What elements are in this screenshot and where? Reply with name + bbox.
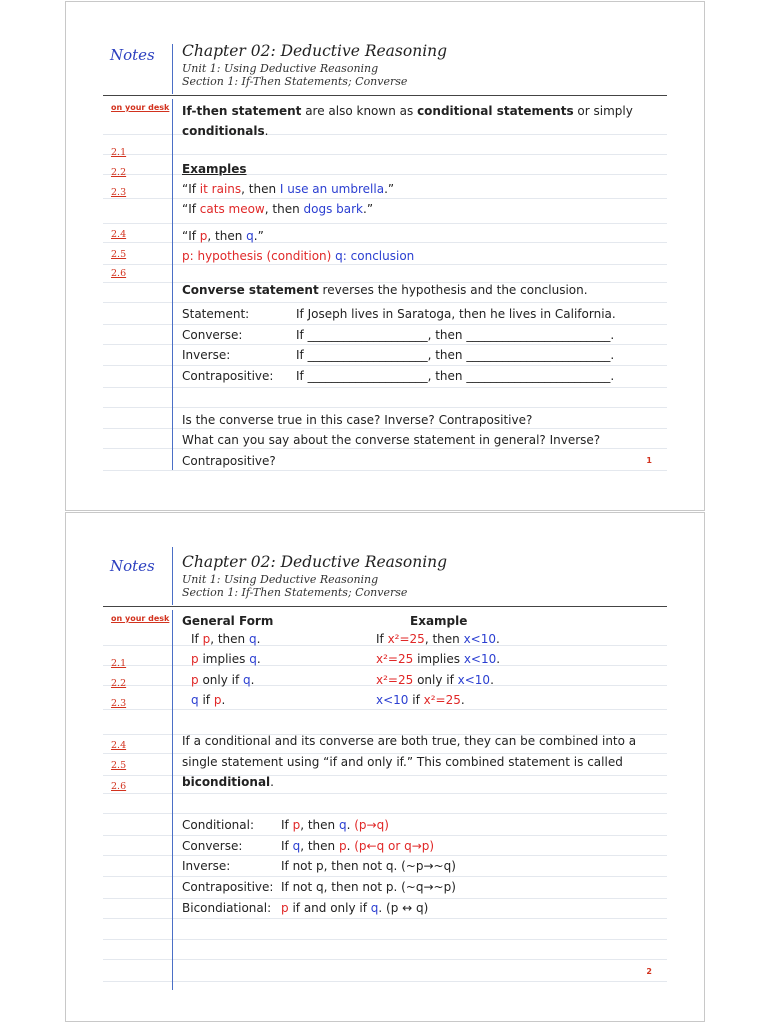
margin-section-2-5: 2.5 <box>111 249 127 260</box>
biconditional-line-1: If a conditional and its converse are both true, they can be combined into a <box>182 734 637 748</box>
notes-label: Notes <box>110 46 155 64</box>
section-subtitle: Section 1: If-Then Statements; Converse <box>182 75 408 88</box>
margin-line <box>172 99 173 470</box>
form-only-if: p only if q. <box>191 673 255 687</box>
notes-page-2 <box>65 512 705 1022</box>
margin-section-2-4: 2.4 <box>111 229 127 240</box>
form-if: q if p. <box>191 693 226 707</box>
example-if: x<10 if x²=25. <box>376 693 465 707</box>
intro-line-2: conditionals. <box>182 124 269 138</box>
margin-section-2-2: 2.2 <box>111 167 127 178</box>
inverse-blank: If ____________________, then ________________________. <box>296 348 615 362</box>
margin-section-2-3: 2.3 <box>111 698 127 709</box>
contrapositive-label: Contrapositive: <box>182 369 274 383</box>
converse-label: Converse: <box>182 839 243 853</box>
section-subtitle: Section 1: If-Then Statements; Converse <box>182 586 408 599</box>
notes-label: Notes <box>110 557 155 575</box>
on-your-desk-label: on your desk <box>111 103 170 112</box>
statement-label: Statement: <box>182 307 250 321</box>
form-if-then: If p, then q. <box>191 632 261 646</box>
contrapositive-label: Contrapositive: <box>182 880 274 894</box>
statement-value: If Joseph lives in Saratoga, then he lives in California. <box>296 307 616 321</box>
inverse-label: Inverse: <box>182 348 231 362</box>
biconditional-value: p if and only if q. (p ↔ q) <box>281 901 429 915</box>
converse-blank: If ____________________, then ________________________. <box>296 328 615 342</box>
conditional-label: Conditional: <box>182 818 254 832</box>
page-title: Chapter 02: Deductive Reasoning <box>182 42 448 60</box>
margin-line <box>172 610 173 990</box>
margin-section-2-5: 2.5 <box>111 760 127 771</box>
page-number: 2 <box>646 967 652 976</box>
example-p-q: “If p, then q.” <box>182 229 264 243</box>
biconditional-label: Bicondiational: <box>182 901 272 915</box>
margin-section-2-4: 2.4 <box>111 740 127 751</box>
unit-subtitle: Unit 1: Using Deductive Reasoning <box>182 62 379 75</box>
margin-section-2-3: 2.3 <box>111 187 127 198</box>
inverse-value: If not p, then not q. (~p→~q) <box>281 859 456 873</box>
inverse-label: Inverse: <box>182 859 231 873</box>
page-title: Chapter 02: Deductive Reasoning <box>182 553 448 571</box>
margin-section-2-1: 2.1 <box>111 147 127 158</box>
converse-definition: Converse statement reverses the hypothesis and the conclusion. <box>182 283 588 297</box>
margin-section-2-2: 2.2 <box>111 678 127 689</box>
question-line-1: Is the converse true in this case? Inverse? Contrapositive? <box>182 413 533 427</box>
margin-section-2-6: 2.6 <box>111 781 127 792</box>
example-cats: “If cats meow, then dogs bark.” <box>182 202 374 216</box>
examples-heading: Examples <box>182 162 247 176</box>
notes-page-1 <box>65 1 705 511</box>
unit-subtitle: Unit 1: Using Deductive Reasoning <box>182 573 379 586</box>
example-if-then: If x²=25, then x<10. <box>376 632 500 646</box>
example-implies: x²=25 implies x<10. <box>376 652 501 666</box>
margin-section-2-6: 2.6 <box>111 268 127 279</box>
question-line-3: Contrapositive? <box>182 454 276 468</box>
converse-value: If q, then p. (p←q or q→p) <box>281 839 435 853</box>
contrapositive-blank: If ____________________, then ________________________. <box>296 369 615 383</box>
conditional-value: If p, then q. (p→q) <box>281 818 389 832</box>
biconditional-line-3: biconditional. <box>182 775 274 789</box>
on-your-desk-label: on your desk <box>111 614 170 623</box>
general-form-heading: General Form <box>182 614 274 628</box>
example-rain: “If it rains, then I use an umbrella.” <box>182 182 395 196</box>
header-rule <box>103 606 667 607</box>
question-line-2: What can you say about the converse statement in general? Inverse? <box>182 433 601 447</box>
intro-line-1: If-then statement are also known as conditional statements or simply <box>182 104 633 118</box>
contrapositive-value: If not q, then not p. (~q→~p) <box>281 880 456 894</box>
page-number: 1 <box>646 456 652 465</box>
example-only-if: x²=25 only if x<10. <box>376 673 494 687</box>
margin-line <box>172 44 173 94</box>
margin-section-2-1: 2.1 <box>111 658 127 669</box>
margin-line <box>172 547 173 605</box>
hypothesis-conclusion: p: hypothesis (condition) q: conclusion <box>182 249 415 263</box>
form-implies: p implies q. <box>191 652 261 666</box>
header-rule <box>103 95 667 96</box>
biconditional-line-2: single statement using “if and only if.” This combined statement is called <box>182 755 623 769</box>
example-heading: Example <box>410 614 468 628</box>
converse-label: Converse: <box>182 328 243 342</box>
